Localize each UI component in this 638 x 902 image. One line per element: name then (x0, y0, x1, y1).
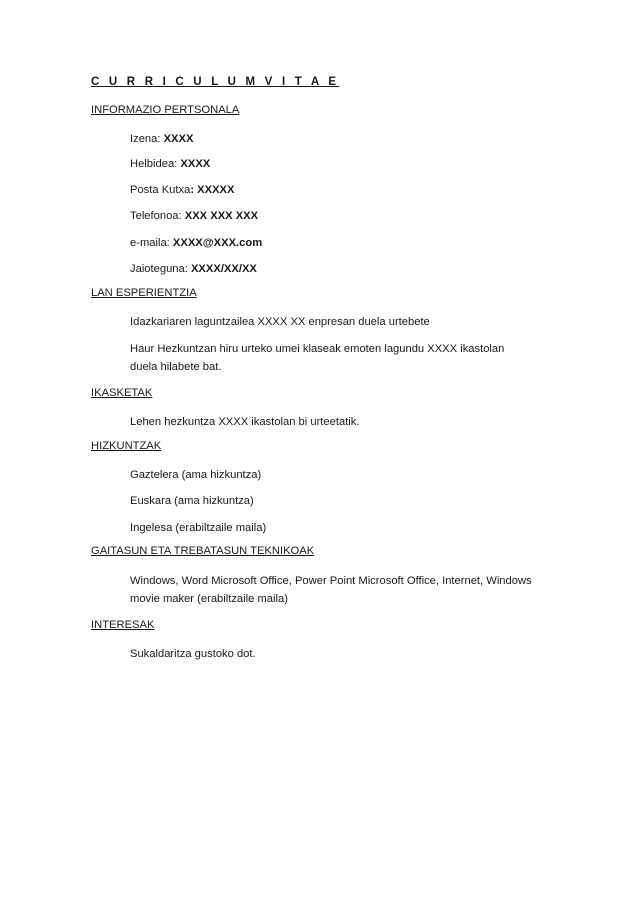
list-item: Idazkariaren laguntzailea XXXX XX enpresan duela urtebete (130, 316, 430, 328)
field-label: Helbidea: (130, 158, 181, 170)
field-value: XXXX (180, 158, 211, 170)
field-label: Posta Kutxa (130, 184, 191, 196)
field-label: Izena: (130, 133, 164, 145)
field-value: XXXX/XX/XX (190, 263, 257, 275)
field-email (130, 234, 262, 252)
field-label: Telefonoa: (130, 210, 185, 222)
field-value: : XXXXX (190, 184, 235, 196)
section-heading-skills: GAITASUN ETA TREBATASUN TEKNIKOAK (91, 545, 315, 557)
list-item: Windows, Word Microsoft Office, Power Point Microsoft Office, Internet, Windows movie maker (erabiltzaile maila) (130, 575, 532, 605)
field-name (130, 130, 193, 148)
page-title: C U R R I C U L U M V I T A E (91, 76, 340, 88)
section-heading-interests: INTERESAK (91, 619, 155, 631)
field-birthdate (130, 260, 257, 278)
list-item: Gaztelera (ama hizkuntza) (130, 469, 262, 481)
section-heading-experience: LAN ESPERIENTZIA (91, 287, 197, 299)
list-item: Haur Hezkuntzan hiru urteko umei klaseak emoten lagundu XXXX ikastolan duela hilabete bat. (130, 343, 505, 373)
section-heading-education: IKASKETAK (91, 387, 153, 399)
field-value: XXX XXX XXX (184, 210, 259, 222)
field-address (130, 155, 210, 173)
list-item: Euskara (ama hizkuntza) (130, 495, 254, 507)
list-item: Ingelesa (erabiltzaile maila) (130, 522, 267, 534)
field-phone (130, 207, 258, 225)
list-item: Sukaldaritza gustoko dot. (130, 648, 256, 660)
field-postbox (130, 181, 234, 199)
field-label: e-maila: (130, 237, 173, 249)
field-label: Jaioteguna: (130, 263, 191, 275)
field-value: XXXX@XXX.com (172, 237, 263, 249)
section-heading-languages: HIZKUNTZAK (91, 440, 162, 452)
list-item: Lehen hezkuntza XXXX ikastolan bi urteetatik. (130, 416, 360, 428)
section-heading-personal: INFORMAZIO PERTSONALA (91, 104, 240, 116)
field-value: XXXX (163, 133, 194, 145)
